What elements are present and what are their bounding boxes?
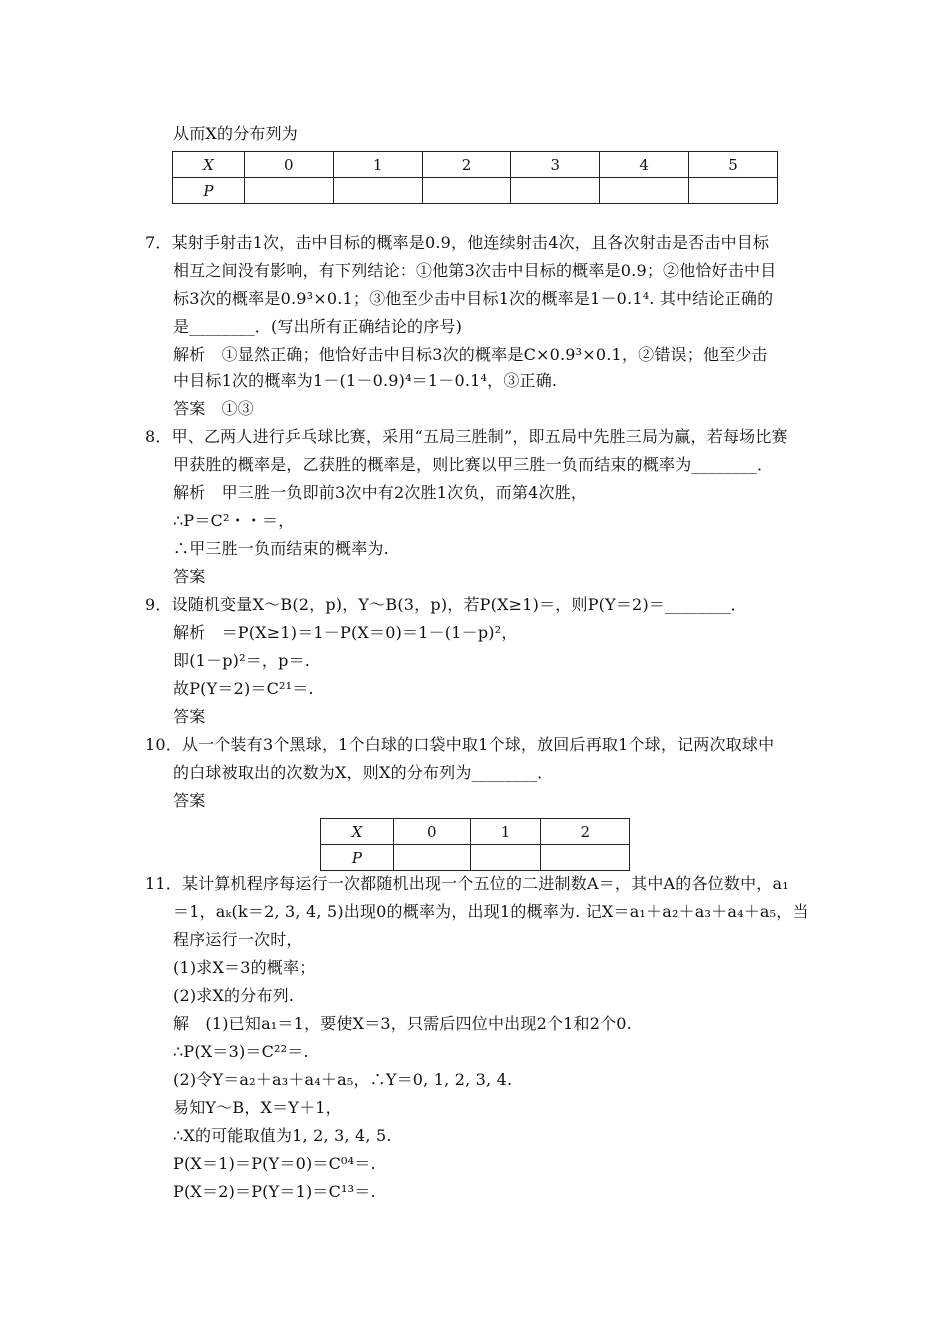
text-line: 从而X的分布列为 (173, 124, 298, 143)
text-line: ∴X的可能取值为1, 2, 3, 4, 5. (173, 1126, 392, 1145)
table-cell: 0 (393, 819, 470, 845)
distribution-table-x-0-2 (320, 818, 630, 871)
text-line: ∴P(X＝3)＝C²²＝. (173, 1042, 309, 1061)
table-cell (333, 178, 422, 204)
table-cell (600, 178, 689, 204)
table-cell: P (321, 845, 394, 871)
question-11-line-1: 11．某计算机程序每运行一次都随机出现一个五位的二进制数A＝，其中A的各位数中，a₁ (145, 874, 789, 893)
answer-line: 答案 (173, 707, 206, 726)
table-cell: 4 (600, 152, 689, 178)
text-line: P(X＝1)＝P(Y＝0)＝C⁰⁴＝. (173, 1154, 376, 1173)
text-line: (1)求X＝3的概率； (173, 958, 316, 977)
table-cell (470, 845, 541, 871)
table-cell: 2 (422, 152, 511, 178)
text-line: (2)求X的分布列. (173, 986, 295, 1005)
table-cell: X (321, 819, 394, 845)
table-row-p (321, 845, 630, 871)
text-line: 易知Y～B，X＝Y＋1， (173, 1098, 342, 1117)
analysis-line: 解析 ＝P(X≥1)＝1－P(X＝0)＝1－(1－p)²， (173, 623, 518, 642)
text-line: ＝1，aₖ(k＝2, 3, 4, 5)出现0的概率为，出现1的概率为. 记X＝a₁＋a₂＋a₃＋a₄＋a₅，当 (173, 902, 809, 921)
table-cell (689, 178, 778, 204)
table-row-x (321, 819, 630, 845)
text-line: P(X＝2)＝P(Y＝1)＝C¹³＝. (173, 1182, 376, 1201)
analysis-line: 解析 甲三胜一负即前3次中有2次胜1次负，而第4次胜， (173, 483, 588, 502)
solution-line: 解 (1)已知a₁＝1，要使X＝3，只需后四位中出现2个1和2个0. (173, 1014, 632, 1033)
text-line: 相互之间没有影响，有下列结论：①他第3次击中目标的概率是0.9；②他恰好击中目 (173, 261, 777, 280)
question-7-line-1: 7．某射手射击1次，击中目标的概率是0.9，他连续射击4次，且各次射击是否击中目标 (145, 233, 770, 252)
question-10-line-1: 10．从一个装有3个黑球，1个白球的口袋中取1个球，放回后再取1个球，记两次取球中 (145, 735, 775, 754)
table-cell (422, 178, 511, 204)
table-cell (541, 845, 630, 871)
question-9-line-1: 9．设随机变量X～B(2，p)，Y～B(3，p)，若P(X≥1)＝，则P(Y＝2)＝________． (145, 595, 747, 614)
text-line: ∴P＝C²・・＝， (173, 511, 295, 530)
table-row-p (173, 178, 778, 204)
text-line: 中目标1次的概率为1－(1－0.9)⁴＝1－0.1⁴，③正确. (173, 371, 558, 390)
answer-line: 答案 ①③ (173, 399, 255, 418)
table-cell: 5 (689, 152, 778, 178)
text-line: (2)令Y＝a₂＋a₃＋a₄＋a₅，∴Y＝0, 1, 2, 3, 4. (173, 1070, 513, 1089)
text-line: 标3次的概率是0.9³×0.1；③他至少击中目标1次的概率是1－0.1⁴. 其中结论正确的 (173, 289, 774, 308)
table-cell: 1 (333, 152, 422, 178)
table-cell: 2 (541, 819, 630, 845)
table-cell (511, 178, 600, 204)
text-line: 的白球被取出的次数为X，则X的分布列为________． (173, 763, 554, 782)
answer-line: 答案 (173, 567, 206, 586)
table-cell: P (173, 178, 245, 204)
table-cell: 0 (244, 152, 333, 178)
table-cell (244, 178, 333, 204)
table-cell: 1 (470, 819, 541, 845)
text-line: 程序运行一次时， (173, 930, 303, 949)
text-line: 即(1－p)²＝，p＝. (173, 651, 311, 670)
table-row-x (173, 152, 778, 178)
distribution-table-x-0-5 (172, 151, 778, 204)
text-line: ∴甲三胜一负而结束的概率为. (173, 539, 389, 558)
text-line: 是________．(写出所有正确结论的序号) (173, 317, 463, 336)
answer-line: 答案 (173, 791, 206, 810)
table-cell: 3 (511, 152, 600, 178)
table-cell: X (173, 152, 245, 178)
text-line: 故P(Y＝2)＝C²¹＝. (173, 679, 314, 698)
question-8-line-1: 8．甲、乙两人进行乒乓球比赛，采用“五局三胜制”，即五局中先胜三局为赢，若每场比赛 (145, 427, 788, 446)
analysis-line: 解析 ①显然正确；他恰好击中目标3次的概率是C×0.9³×0.1，②错误；他至少击 (173, 345, 768, 364)
table-cell (393, 845, 470, 871)
text-line: 甲获胜的概率是，乙获胜的概率是，则比赛以甲三胜一负而结束的概率为________． (173, 455, 774, 474)
